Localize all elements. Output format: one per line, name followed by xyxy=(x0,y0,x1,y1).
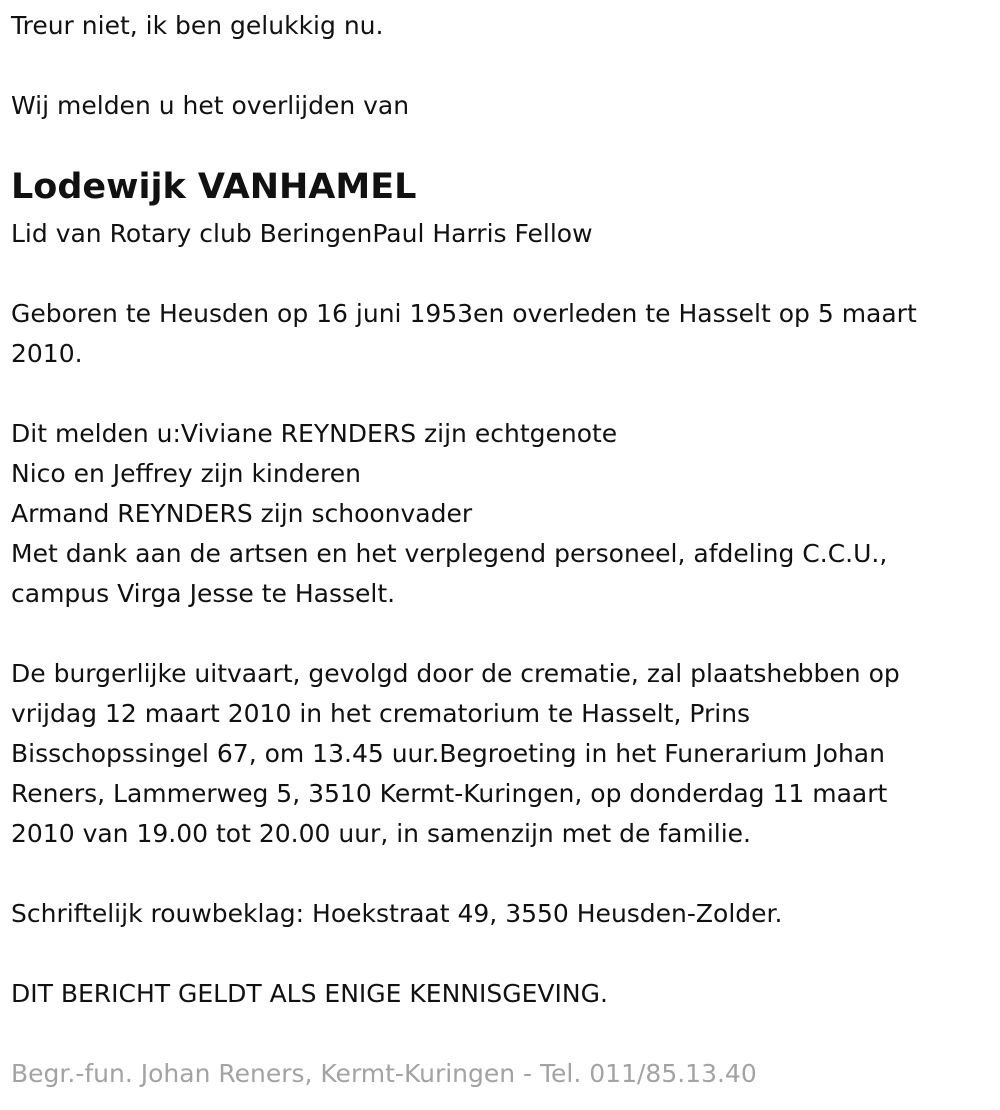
deceased-title: Lid van Rotary club BeringenPaul Harris Fellow xyxy=(11,219,593,248)
funeral-home-footer: Begr.-fun. Johan Reners, Kermt-Kuringen - Tel. 011/85.13.40 xyxy=(11,1059,757,1088)
opening-quote: Treur niet, ik ben gelukkig nu. xyxy=(11,11,384,40)
ceremony-line: Reners, Lammerweg 5, 3510 Kermt-Kuringen, op donderdag 11 maart xyxy=(11,779,888,808)
ceremony-line: De burgerlijke uitvaart, gevolgd door de crematie, zal plaatshebben op xyxy=(11,659,900,688)
ceremony-line: vrijdag 12 maart 2010 in het crematorium te Hasselt, Prins xyxy=(11,699,751,728)
deceased-name: Lodewijk VANHAMEL xyxy=(11,167,417,207)
notice-text: DIT BERICHT GELDT ALS ENIGE KENNISGEVING. xyxy=(11,979,608,1008)
family-line: Dit melden u:Viviane REYNDERS zijn echtgenote xyxy=(11,419,618,448)
family-line: Nico en Jeffrey zijn kinderen xyxy=(11,459,361,488)
ceremony-line: Bisschopssingel 67, om 13.45 uur.Begroeting in het Funerarium Johan xyxy=(11,739,885,768)
announcement-text: Wij melden u het overlijden van xyxy=(11,91,410,120)
ceremony-line: 2010 van 19.00 tot 20.00 uur, in samenzijn met de familie. xyxy=(11,819,752,848)
family-line: campus Virga Jesse te Hasselt. xyxy=(11,579,396,608)
birth-death-line: 2010. xyxy=(11,339,83,368)
birth-death-line: Geboren te Heusden op 16 juni 1953en overleden te Hasselt op 5 maart xyxy=(11,299,917,328)
family-line: Armand REYNDERS zijn schoonvader xyxy=(11,499,473,528)
family-line: Met dank aan de artsen en het verplegend personeel, afdeling C.C.U., xyxy=(11,539,888,568)
condolence-address: Schriftelijk rouwbeklag: Hoekstraat 49, 3550 Heusden-Zolder. xyxy=(11,899,783,928)
